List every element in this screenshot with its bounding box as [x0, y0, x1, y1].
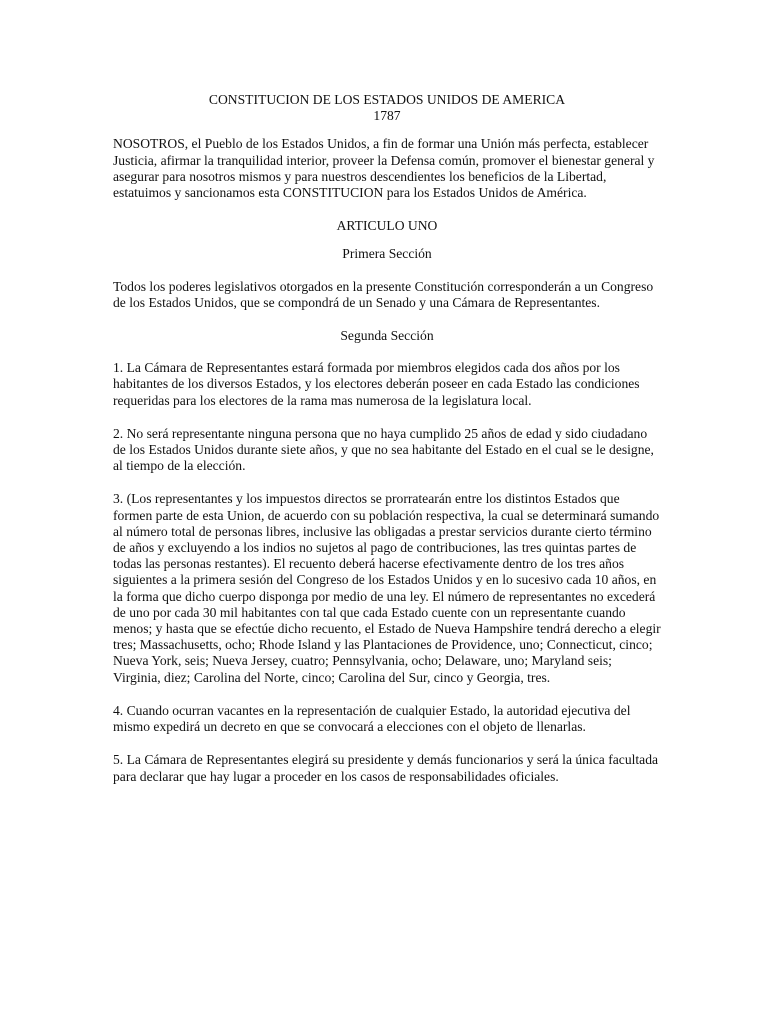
clause-paragraph-1: 1. La Cámara de Representantes estará formada por miembros elegidos cada dos años por los habitantes de los diversos Estados, y los electores deberán poseer en cada Estado las condiciones requeridas para los electores de la rama mas numerosa de la legislatura local.	[113, 360, 640, 408]
section-title-primera: Primera Sección	[342, 246, 432, 262]
document-title: CONSTITUCION DE LOS ESTADOS UNIDOS DE AMERICA	[208, 92, 566, 107]
document-year: 1787	[373, 108, 401, 124]
section1-paragraph: Todos los poderes legislativos otorgados en la presente Constitución corresponderán a un Congreso de los Estados Unidos, que se compondrá de un Senado y una Cámara de Representantes.	[113, 278, 654, 310]
section-title-segunda: Segunda Sección	[340, 328, 434, 344]
document-page	[113, 92, 661, 802]
clause-paragraph-5: 5. La Cámara de Representantes elegirá su presidente y demás funcionarios y será la única facultada para declarar que hay lugar a proceder en los casos de responsabilidades oficiales.	[113, 752, 659, 784]
preamble-paragraph: NOSOTROS, el Pueblo de los Estados Unidos, a fin de formar una Unión más perfecta, establecer Justicia, afirmar la tranquilidad interior, proveer la Defensa común, promover el bienestar general y asegurar para nosotros mismos y para nuestros descendientes los beneficios de la Libertad, estatuimos y sancionamos esta CONSTITUCION para los Estados Unidos de América.	[113, 136, 655, 201]
clause-paragraph-2: 2. No será representante ninguna persona que no haya cumplido 25 años de edad y sido ciudadano de los Estados Unidos durante siete años, y que no sea habitante del Estado en el cual se le designe, al tiempo de la elección.	[113, 425, 654, 474]
article-title: ARTICULO UNO	[336, 218, 438, 234]
clause-paragraph-3: 3. (Los representantes y los impuestos directos se prorratearán entre los distintos Estados que formen parte de esta Union, de acuerdo con su población respectiva, la cual se determinará sumando al número total de personas libres, inclusive las obligadas a prestar servicios durante cierto término de años y excluyendo a los indios no sujetos al pago de contribuciones, las tres quintas partes de todas las personas restantes). El recuento deberá hacerse efectivamente dentro de los tres años siguientes a la primera sesión del Congreso de los Estados Unidos y en lo sucesivo cada 10 años, en la forma que dicho cuerpo disponga por medio de una ley. El número de representantes no excederá de uno por cada 30 mil habitantes con tal que cada Estado cuente con un representante cuando menos; y hasta que se efectúe dicho recuento, el Estado de Nueva Hampshire tendrá derecho a elegir tres; Massachusetts, ocho; Rhode Island y las Plantaciones de Providence, uno; Connecticut, cinco; Nueva York, seis; Nueva Jersey, cuatro; Pennsylvania, ocho; Delaware, uno; Maryland seis; Virginia, diez; Carolina del Norte, cinco; Carolina del Sur, cinco y Georgia, tres.	[113, 491, 661, 685]
clause-paragraph-4: 4. Cuando ocurran vacantes en la representación de cualquier Estado, la autoridad ejecutiva del mismo expedirá un decreto en que se convocará a elecciones con el objeto de llenarlas.	[113, 702, 631, 735]
